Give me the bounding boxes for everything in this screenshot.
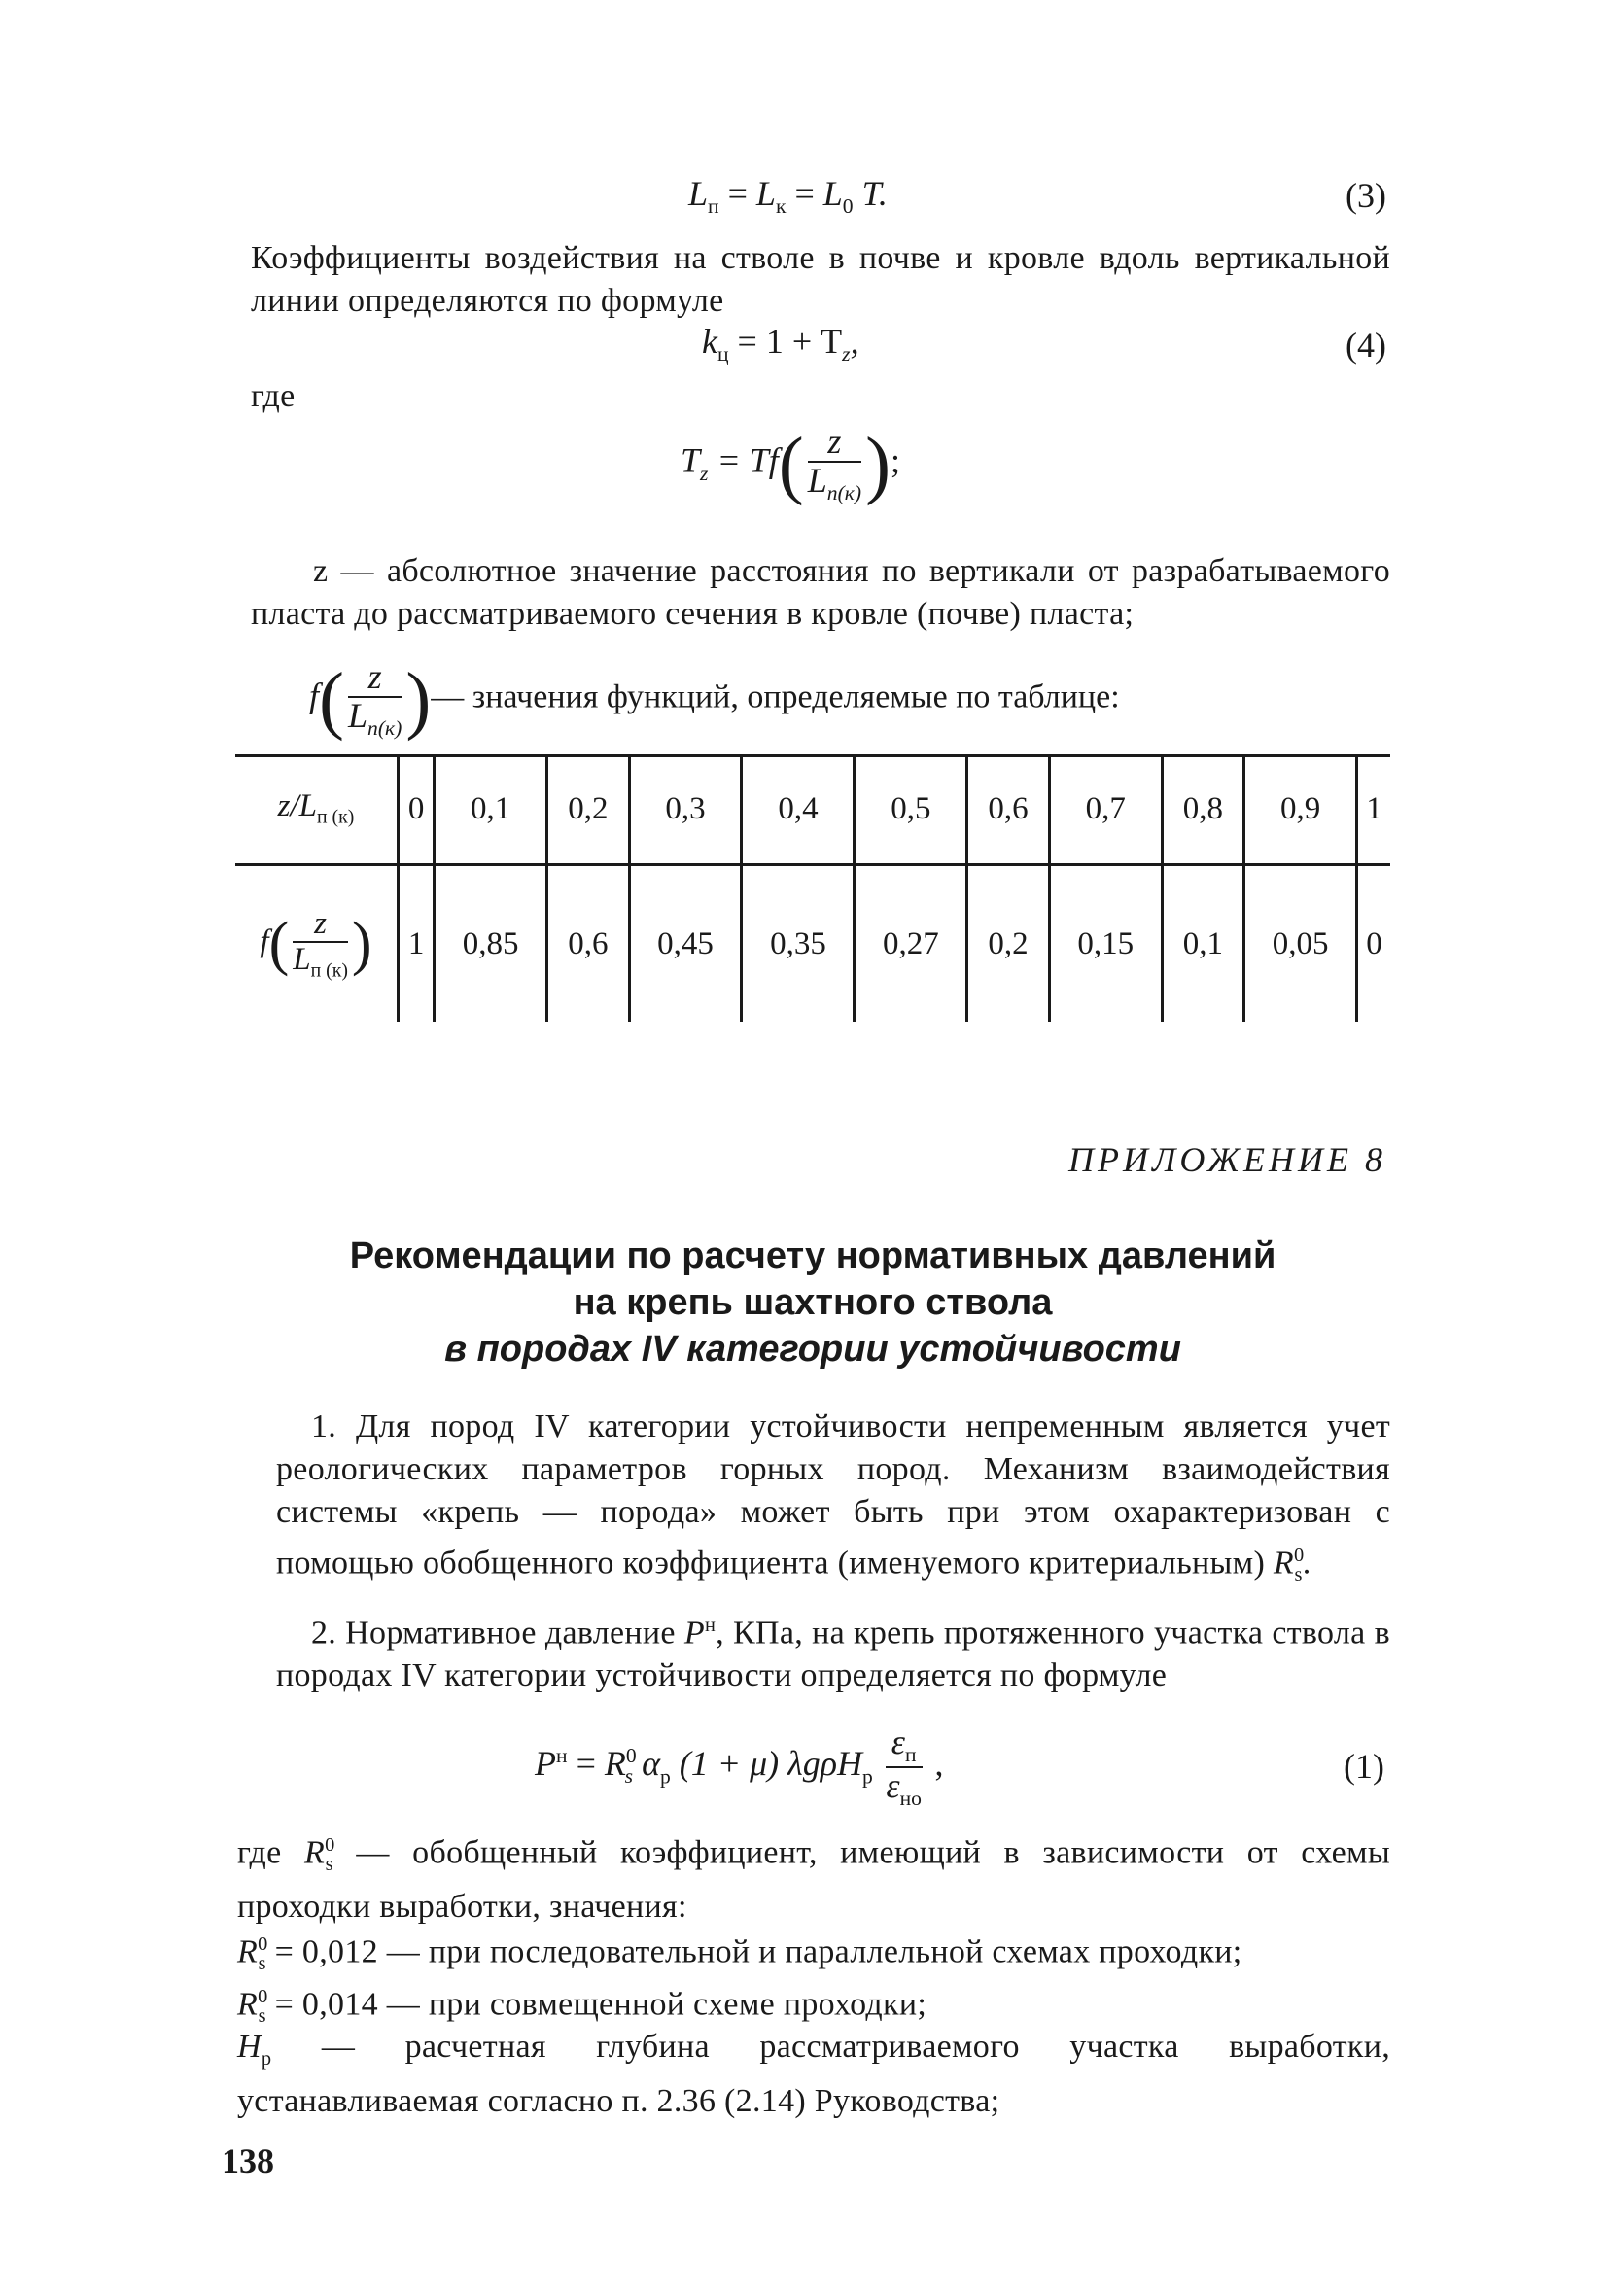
table-cell: 1 (1357, 754, 1390, 865)
r-value-1: $R^0_s = 0,012$ — при последовательной и параллельной схемах проходки; (237, 1933, 1242, 1975)
table-cell: 0,5 (855, 754, 967, 865)
r-value-2: $R^0_s = 0,014$ — при совмещенной схеме проходки; (237, 1986, 927, 2028)
table-cell: 0,6 (547, 865, 629, 1023)
table-cell: 0,1 (435, 754, 547, 865)
equation-3-number: (3) (1346, 176, 1386, 215)
paragraph-coefficients: Коэффициенты воздействия на стволе в почве и кровле вдоль вертикальной линии определяются по формуле (251, 240, 1390, 319)
table-cell: 0,85 (435, 865, 547, 1023)
table-cell: 0,4 (742, 754, 855, 865)
f-definition: f( $\frac{z}{L_{п(к)}}$ )— значения функций, определяемые по таблице: (309, 656, 1120, 742)
table-cell: 1 (399, 865, 435, 1023)
equation-1: $P^н = R^0_s$ $\alpha_р$ (1 + μ) λgρH$_р$ $\frac{\varepsilon_п}{\varepsilon_{но}}$ , (535, 1722, 944, 1811)
where-label: где (251, 378, 296, 414)
table-cell: 0 (1357, 865, 1390, 1023)
equation-3: $L_п = L_к = L_0$ T. (688, 174, 888, 219)
title-line-1: Рекомендации по расчету нормативных давлений (349, 1235, 1276, 1276)
table-cell: 0,05 (1244, 865, 1357, 1023)
table-row-ratio (235, 754, 1390, 865)
table-cell: 0,7 (1049, 754, 1162, 865)
table-cell: 0 (399, 754, 435, 865)
paragraph-2: 2. Нормативное давление $P^н$, КПа, на крепь протяженного участка ствола в породах IV категории устойчивости определяется по формуле (276, 1615, 1390, 1694)
equation-4: $k_ц = 1 + T_z$, (702, 322, 859, 366)
hp-definition: $H_р$ — расчетная глубина рассматриваемого участка выработки, устанавливаемая согласно п. 2.36 (2.14) Руководства; (237, 2029, 1390, 2119)
table-cell: 0,27 (855, 865, 967, 1023)
table-cell: 0,45 (629, 865, 742, 1023)
where-r0s: где $R^0_s$ — обобщенный коэффициент, имеющий в зависимости от схемы проходки выработки, значения: (237, 1834, 1390, 1926)
equation-tz: $T_z = Tf$( $\frac{z}{L_{п(к)}}$ ); (681, 421, 901, 506)
title-line-3: в породах IV категории устойчивости (444, 1329, 1181, 1370)
equation-4-number: (4) (1346, 326, 1386, 365)
table-cell: 0,6 (967, 754, 1049, 865)
table-row-function (235, 865, 1390, 1023)
z-definition: z — абсолютное значение расстояния по вертикали от разрабатываемого пласта до рассматриваемого сечения в кровле (почве) пласта; (251, 553, 1390, 632)
page-number: 138 (222, 2141, 274, 2180)
table-cell: 0,15 (1049, 865, 1162, 1023)
table-cell: 0,2 (547, 754, 629, 865)
table-cell: 0,2 (967, 865, 1049, 1023)
row-head-function: f( $\frac{z}{L_{п (к)}}$ ) (260, 905, 372, 982)
table-cell: 0,9 (1244, 754, 1357, 865)
table-cell: 0,1 (1162, 865, 1243, 1023)
appendix-label: ПРИЛОЖЕНИЕ 8 (1068, 1140, 1386, 1179)
title-line-2: на крепь шахтного ствола (573, 1282, 1053, 1323)
row-head-ratio: $z/L_{п (к)}$ (277, 788, 355, 828)
equation-1-number: (1) (1344, 1747, 1384, 1786)
table-cell: 0,3 (629, 754, 742, 865)
table-cell: 0,8 (1162, 754, 1243, 865)
table-cell: 0,35 (742, 865, 855, 1023)
paragraph-1: 1. Для пород IV категории устойчивости непременным является учет реологических параметров горных пород. Механизм взаимодействия системы «крепь — порода» может быть при этом охарактеризован с помощью обобщенного коэффициента (именуемого критериальным) $R^0_s$. (276, 1409, 1390, 1586)
section-title (235, 1233, 1390, 1373)
function-table (235, 754, 1390, 1022)
